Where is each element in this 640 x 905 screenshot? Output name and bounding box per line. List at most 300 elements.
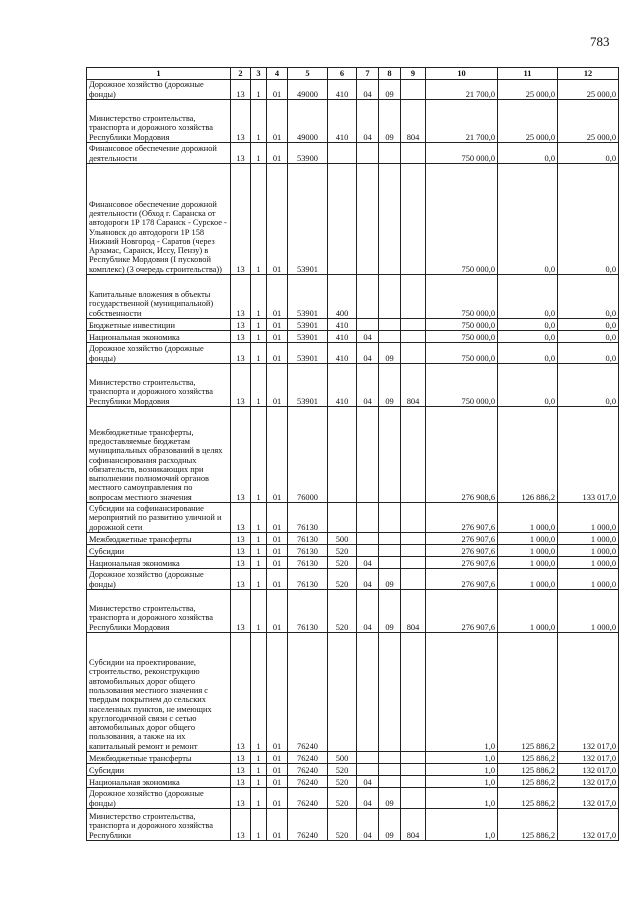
- cell-amount-2022: 125 886,2: [498, 633, 558, 752]
- cell-amount-2022: 25 000,0: [498, 80, 558, 100]
- cell-target-code: 53901: [288, 364, 328, 407]
- cell-division: 04: [357, 80, 379, 100]
- cell-ministry-code: 804: [401, 100, 426, 143]
- cell-subsubprogram: 01: [267, 364, 288, 407]
- cell-amount-2021: 1,0: [426, 633, 498, 752]
- cell-target-code: 49000: [288, 100, 328, 143]
- cell-subdivision: [379, 319, 401, 331]
- cell-description: Субсидии на проектирование, строительство, реконструкцию автомобильных дорог общего пользования местного значения с твердым покрытием до сельских населенных пунктов, не имеющих круглогодичной связи с сетью автомобильных дорог общего пользования, а также на их капитальный ремонт и ремонт: [87, 633, 231, 752]
- cell-amount-2023: 0,0: [558, 143, 619, 164]
- cell-amount-2023: 1 000,0: [558, 545, 619, 557]
- table-row: [87, 407, 619, 503]
- cell-subsubprogram: 01: [267, 319, 288, 331]
- cell-description: Министерство строительства, транспорта и дорожного хозяйства Республики Мордовия: [87, 100, 231, 143]
- cell-amount-2023: 1 000,0: [558, 569, 619, 590]
- column-header-2: 2: [231, 68, 251, 80]
- cell-amount-2023: 132 017,0: [558, 764, 619, 776]
- cell-amount-2023: 25 000,0: [558, 80, 619, 100]
- cell-amount-2023: 133 017,0: [558, 407, 619, 503]
- cell-division: 04: [357, 788, 379, 809]
- cell-section: 13: [231, 343, 251, 364]
- cell-expense-type: 500: [328, 752, 357, 764]
- cell-expense-type: 520: [328, 590, 357, 633]
- cell-subsubprogram: 01: [267, 809, 288, 841]
- cell-subsubprogram: 01: [267, 752, 288, 764]
- cell-expense-type: 400: [328, 275, 357, 319]
- table-row: [87, 331, 619, 343]
- cell-subdivision: [379, 545, 401, 557]
- cell-target-code: 53901: [288, 343, 328, 364]
- cell-section: 13: [231, 80, 251, 100]
- cell-expense-type: 410: [328, 331, 357, 343]
- cell-amount-2022: 125 886,2: [498, 788, 558, 809]
- cell-division: 04: [357, 331, 379, 343]
- cell-subsubprogram: 01: [267, 545, 288, 557]
- cell-section: 13: [231, 143, 251, 164]
- cell-amount-2023: 132 017,0: [558, 809, 619, 841]
- cell-subdivision: [379, 143, 401, 164]
- cell-subdivision: 09: [379, 343, 401, 364]
- cell-amount-2022: 125 886,2: [498, 764, 558, 776]
- cell-subprogram: 1: [251, 533, 267, 545]
- cell-description: Министерство строительства, транспорта и дорожного хозяйства Республики Мордовия: [87, 590, 231, 633]
- cell-target-code: 76130: [288, 557, 328, 569]
- cell-expense-type: 410: [328, 364, 357, 407]
- cell-section: 13: [231, 275, 251, 319]
- cell-amount-2021: 1,0: [426, 752, 498, 764]
- cell-ministry-code: [401, 788, 426, 809]
- cell-section: 13: [231, 503, 251, 533]
- cell-description: Дорожное хозяйство (дорожные фонды): [87, 80, 231, 100]
- cell-ministry-code: [401, 331, 426, 343]
- cell-subprogram: 1: [251, 809, 267, 841]
- cell-amount-2022: 1 000,0: [498, 503, 558, 533]
- cell-expense-type: [328, 164, 357, 275]
- table-row: [87, 143, 619, 164]
- cell-target-code: 53901: [288, 275, 328, 319]
- cell-amount-2021: 750 000,0: [426, 343, 498, 364]
- cell-subsubprogram: 01: [267, 590, 288, 633]
- cell-ministry-code: [401, 545, 426, 557]
- cell-amount-2021: 750 000,0: [426, 275, 498, 319]
- cell-expense-type: [328, 633, 357, 752]
- cell-subdivision: 09: [379, 80, 401, 100]
- cell-subdivision: [379, 533, 401, 545]
- cell-ministry-code: [401, 343, 426, 364]
- column-header-5: 5: [288, 68, 328, 80]
- cell-amount-2021: 1,0: [426, 788, 498, 809]
- table-row: [87, 764, 619, 776]
- cell-amount-2023: 0,0: [558, 164, 619, 275]
- cell-subdivision: [379, 557, 401, 569]
- cell-amount-2021: 276 907,6: [426, 569, 498, 590]
- cell-description: Национальная экономика: [87, 776, 231, 788]
- cell-ministry-code: [401, 752, 426, 764]
- table-row: [87, 164, 619, 275]
- cell-division: [357, 633, 379, 752]
- cell-division: [357, 545, 379, 557]
- cell-expense-type: 410: [328, 343, 357, 364]
- cell-target-code: 76240: [288, 764, 328, 776]
- cell-amount-2022: 0,0: [498, 331, 558, 343]
- cell-subsubprogram: 01: [267, 764, 288, 776]
- cell-subsubprogram: 01: [267, 343, 288, 364]
- column-header-11: 11: [498, 68, 558, 80]
- cell-expense-type: [328, 407, 357, 503]
- cell-division: 04: [357, 590, 379, 633]
- cell-expense-type: [328, 143, 357, 164]
- column-header-3: 3: [251, 68, 267, 80]
- cell-description: Капитальные вложения в объекты государственной (муниципальной) собственности: [87, 275, 231, 319]
- cell-description: Субсидии: [87, 764, 231, 776]
- cell-subsubprogram: 01: [267, 533, 288, 545]
- cell-subsubprogram: 01: [267, 503, 288, 533]
- cell-subdivision: 09: [379, 590, 401, 633]
- cell-amount-2023: 132 017,0: [558, 776, 619, 788]
- cell-subprogram: 1: [251, 590, 267, 633]
- cell-amount-2023: 0,0: [558, 275, 619, 319]
- cell-target-code: 76240: [288, 776, 328, 788]
- column-header-9: 9: [401, 68, 426, 80]
- cell-subsubprogram: 01: [267, 407, 288, 503]
- cell-division: [357, 503, 379, 533]
- cell-amount-2021: 750 000,0: [426, 164, 498, 275]
- table-row: [87, 752, 619, 764]
- cell-description: Дорожное хозяйство (дорожные фонды): [87, 788, 231, 809]
- cell-division: 04: [357, 100, 379, 143]
- column-header-6: 6: [328, 68, 357, 80]
- cell-ministry-code: [401, 407, 426, 503]
- cell-section: 13: [231, 590, 251, 633]
- table-row: [87, 364, 619, 407]
- cell-subdivision: 09: [379, 100, 401, 143]
- column-header-12: 12: [558, 68, 619, 80]
- cell-ministry-code: [401, 764, 426, 776]
- cell-description: Финансовое обеспечение дорожной деятельности (Обход г. Саранска от автодороги 1Р 178 Саранск - Сурское - Ульяновск до автодороги 1Р 158 Нижний Новгород - Саратов (через Арзамас, Саранск, Иссу, Пензу) в Республике Мордовия (I пусковой комплекс) (3 очередь строительства)): [87, 164, 231, 275]
- table-row: [87, 590, 619, 633]
- column-header-1: 1: [87, 68, 231, 80]
- cell-description: Межбюджетные трансферты, предоставляемые бюджетам муниципальных образований в целях софинансирования расходных обязательств, возникающих при выполнении полномочий органов местного самоуправления по вопросам местного значения: [87, 407, 231, 503]
- table-row: [87, 343, 619, 364]
- cell-subprogram: 1: [251, 752, 267, 764]
- cell-subprogram: 1: [251, 788, 267, 809]
- cell-subprogram: 1: [251, 503, 267, 533]
- cell-description: Национальная экономика: [87, 557, 231, 569]
- cell-expense-type: 520: [328, 776, 357, 788]
- cell-subprogram: 1: [251, 569, 267, 590]
- cell-division: [357, 407, 379, 503]
- cell-expense-type: 520: [328, 557, 357, 569]
- cell-subprogram: 1: [251, 557, 267, 569]
- cell-amount-2022: 25 000,0: [498, 100, 558, 143]
- cell-subprogram: 1: [251, 343, 267, 364]
- cell-target-code: 76130: [288, 533, 328, 545]
- cell-section: 13: [231, 557, 251, 569]
- cell-subsubprogram: 01: [267, 331, 288, 343]
- cell-amount-2022: 1 000,0: [498, 545, 558, 557]
- cell-division: 04: [357, 776, 379, 788]
- table-row: [87, 100, 619, 143]
- cell-section: 13: [231, 407, 251, 503]
- cell-subdivision: [379, 633, 401, 752]
- table-row: [87, 809, 619, 841]
- cell-division: 04: [357, 809, 379, 841]
- cell-amount-2021: 1,0: [426, 809, 498, 841]
- cell-division: [357, 143, 379, 164]
- cell-amount-2022: 0,0: [498, 364, 558, 407]
- cell-amount-2023: 1 000,0: [558, 590, 619, 633]
- cell-division: [357, 275, 379, 319]
- cell-amount-2022: 1 000,0: [498, 569, 558, 590]
- cell-section: 13: [231, 364, 251, 407]
- cell-ministry-code: 804: [401, 364, 426, 407]
- cell-target-code: 76240: [288, 788, 328, 809]
- cell-amount-2021: 1,0: [426, 764, 498, 776]
- table-row: [87, 557, 619, 569]
- cell-subsubprogram: 01: [267, 275, 288, 319]
- cell-ministry-code: [401, 533, 426, 545]
- cell-section: 13: [231, 764, 251, 776]
- column-header-row: [87, 68, 619, 80]
- cell-subprogram: 1: [251, 331, 267, 343]
- cell-section: 13: [231, 331, 251, 343]
- cell-amount-2021: 276 907,6: [426, 590, 498, 633]
- table-row: [87, 503, 619, 533]
- cell-amount-2021: 276 908,6: [426, 407, 498, 503]
- cell-ministry-code: [401, 80, 426, 100]
- cell-subprogram: 1: [251, 319, 267, 331]
- table-row: [87, 80, 619, 100]
- cell-amount-2023: 0,0: [558, 343, 619, 364]
- cell-subdivision: 09: [379, 788, 401, 809]
- cell-description: Межбюджетные трансферты: [87, 533, 231, 545]
- cell-ministry-code: 804: [401, 809, 426, 841]
- cell-amount-2022: 1 000,0: [498, 557, 558, 569]
- cell-subsubprogram: 01: [267, 776, 288, 788]
- cell-section: 13: [231, 776, 251, 788]
- cell-target-code: 76130: [288, 569, 328, 590]
- cell-target-code: 53901: [288, 319, 328, 331]
- cell-division: [357, 533, 379, 545]
- cell-amount-2021: 750 000,0: [426, 143, 498, 164]
- cell-ministry-code: [401, 557, 426, 569]
- cell-subdivision: 09: [379, 569, 401, 590]
- cell-subprogram: 1: [251, 545, 267, 557]
- cell-ministry-code: [401, 569, 426, 590]
- cell-subsubprogram: 01: [267, 788, 288, 809]
- cell-target-code: 76130: [288, 545, 328, 557]
- cell-target-code: 49000: [288, 80, 328, 100]
- cell-description: Субсидии: [87, 545, 231, 557]
- cell-amount-2021: 276 907,6: [426, 545, 498, 557]
- cell-expense-type: 500: [328, 533, 357, 545]
- column-header-10: 10: [426, 68, 498, 80]
- cell-description: Национальная экономика: [87, 331, 231, 343]
- cell-amount-2022: 125 886,2: [498, 752, 558, 764]
- cell-subdivision: [379, 164, 401, 275]
- table-body: [87, 80, 619, 841]
- cell-expense-type: 520: [328, 809, 357, 841]
- cell-amount-2023: 1 000,0: [558, 557, 619, 569]
- cell-subprogram: 1: [251, 633, 267, 752]
- cell-amount-2023: 25 000,0: [558, 100, 619, 143]
- cell-subprogram: 1: [251, 407, 267, 503]
- cell-amount-2023: 132 017,0: [558, 633, 619, 752]
- cell-subdivision: [379, 275, 401, 319]
- cell-expense-type: 410: [328, 319, 357, 331]
- cell-description: Межбюджетные трансферты: [87, 752, 231, 764]
- table-row: [87, 275, 619, 319]
- column-header-8: 8: [379, 68, 401, 80]
- cell-subprogram: 1: [251, 80, 267, 100]
- cell-ministry-code: [401, 503, 426, 533]
- cell-amount-2021: 21 700,0: [426, 100, 498, 143]
- cell-ministry-code: [401, 319, 426, 331]
- cell-expense-type: [328, 503, 357, 533]
- cell-subsubprogram: 01: [267, 569, 288, 590]
- cell-subsubprogram: 01: [267, 557, 288, 569]
- cell-subdivision: 09: [379, 364, 401, 407]
- cell-section: 13: [231, 809, 251, 841]
- cell-section: 13: [231, 319, 251, 331]
- cell-target-code: 76240: [288, 633, 328, 752]
- cell-description: Финансовое обеспечение дорожной деятельности: [87, 143, 231, 164]
- column-header-7: 7: [357, 68, 379, 80]
- cell-amount-2023: 0,0: [558, 364, 619, 407]
- cell-expense-type: 520: [328, 545, 357, 557]
- table-row: [87, 776, 619, 788]
- cell-expense-type: 520: [328, 569, 357, 590]
- cell-expense-type: 410: [328, 100, 357, 143]
- column-header-4: 4: [267, 68, 288, 80]
- cell-section: 13: [231, 569, 251, 590]
- cell-division: [357, 752, 379, 764]
- table-row: [87, 319, 619, 331]
- cell-amount-2022: 125 886,2: [498, 809, 558, 841]
- cell-subdivision: [379, 331, 401, 343]
- cell-amount-2023: 0,0: [558, 331, 619, 343]
- cell-description: Министерство строительства, транспорта и дорожного хозяйства Республики Мордовия: [87, 364, 231, 407]
- cell-division: 04: [357, 569, 379, 590]
- cell-amount-2021: 1,0: [426, 776, 498, 788]
- cell-division: 04: [357, 557, 379, 569]
- cell-amount-2023: 0,0: [558, 319, 619, 331]
- cell-subsubprogram: 01: [267, 633, 288, 752]
- cell-section: 13: [231, 164, 251, 275]
- table-row: [87, 533, 619, 545]
- cell-amount-2021: 276 907,6: [426, 557, 498, 569]
- cell-division: 04: [357, 364, 379, 407]
- cell-subsubprogram: 01: [267, 80, 288, 100]
- cell-description: Бюджетные инвестиции: [87, 319, 231, 331]
- cell-amount-2021: 750 000,0: [426, 364, 498, 407]
- cell-description: Субсидии на софинансирование мероприятий по развитию уличной и дорожной сети: [87, 503, 231, 533]
- cell-amount-2023: 132 017,0: [558, 788, 619, 809]
- cell-amount-2021: 276 907,6: [426, 503, 498, 533]
- cell-division: [357, 764, 379, 776]
- cell-description: Дорожное хозяйство (дорожные фонды): [87, 569, 231, 590]
- cell-target-code: 76130: [288, 590, 328, 633]
- cell-ministry-code: [401, 143, 426, 164]
- cell-ministry-code: [401, 164, 426, 275]
- cell-amount-2022: 0,0: [498, 343, 558, 364]
- cell-amount-2022: 0,0: [498, 319, 558, 331]
- cell-amount-2021: 750 000,0: [426, 331, 498, 343]
- cell-target-code: 53900: [288, 143, 328, 164]
- cell-amount-2023: 132 017,0: [558, 752, 619, 764]
- cell-amount-2022: 0,0: [498, 143, 558, 164]
- cell-ministry-code: [401, 275, 426, 319]
- cell-expense-type: 520: [328, 764, 357, 776]
- cell-division: [357, 164, 379, 275]
- table-row: [87, 569, 619, 590]
- cell-ministry-code: [401, 776, 426, 788]
- cell-subprogram: 1: [251, 164, 267, 275]
- cell-ministry-code: 804: [401, 590, 426, 633]
- table-row: [87, 633, 619, 752]
- cell-subprogram: 1: [251, 143, 267, 164]
- cell-subdivision: [379, 764, 401, 776]
- cell-subdivision: [379, 752, 401, 764]
- table-row: [87, 545, 619, 557]
- cell-subprogram: 1: [251, 764, 267, 776]
- cell-target-code: 76000: [288, 407, 328, 503]
- cell-ministry-code: [401, 633, 426, 752]
- cell-subprogram: 1: [251, 776, 267, 788]
- cell-target-code: 76130: [288, 503, 328, 533]
- cell-description: Министерство строительства, транспорта и дорожного хозяйства Республики: [87, 809, 231, 841]
- cell-amount-2021: 21 700,0: [426, 80, 498, 100]
- cell-division: 04: [357, 343, 379, 364]
- cell-section: 13: [231, 788, 251, 809]
- cell-subprogram: 1: [251, 275, 267, 319]
- cell-amount-2022: 0,0: [498, 275, 558, 319]
- cell-subsubprogram: 01: [267, 143, 288, 164]
- cell-expense-type: 520: [328, 788, 357, 809]
- cell-amount-2022: 0,0: [498, 164, 558, 275]
- cell-section: 13: [231, 545, 251, 557]
- cell-amount-2022: 1 000,0: [498, 590, 558, 633]
- cell-amount-2023: 1 000,0: [558, 503, 619, 533]
- cell-target-code: 76240: [288, 809, 328, 841]
- cell-subdivision: [379, 503, 401, 533]
- cell-expense-type: 410: [328, 80, 357, 100]
- cell-description: Дорожное хозяйство (дорожные фонды): [87, 343, 231, 364]
- cell-section: 13: [231, 633, 251, 752]
- cell-target-code: 53901: [288, 331, 328, 343]
- cell-subdivision: [379, 776, 401, 788]
- cell-amount-2021: 750 000,0: [426, 319, 498, 331]
- cell-section: 13: [231, 533, 251, 545]
- cell-section: 13: [231, 752, 251, 764]
- cell-amount-2022: 125 886,2: [498, 776, 558, 788]
- cell-section: 13: [231, 100, 251, 143]
- cell-target-code: 76240: [288, 752, 328, 764]
- cell-amount-2023: 1 000,0: [558, 533, 619, 545]
- cell-division: [357, 319, 379, 331]
- cell-amount-2022: 1 000,0: [498, 533, 558, 545]
- budget-table: [86, 67, 619, 841]
- cell-subdivision: 09: [379, 809, 401, 841]
- cell-subdivision: [379, 407, 401, 503]
- cell-amount-2021: 276 907,6: [426, 533, 498, 545]
- cell-subsubprogram: 01: [267, 164, 288, 275]
- cell-subsubprogram: 01: [267, 100, 288, 143]
- table-row: [87, 788, 619, 809]
- page-number: 783: [590, 34, 610, 49]
- cell-amount-2022: 126 886,2: [498, 407, 558, 503]
- cell-target-code: 53901: [288, 164, 328, 275]
